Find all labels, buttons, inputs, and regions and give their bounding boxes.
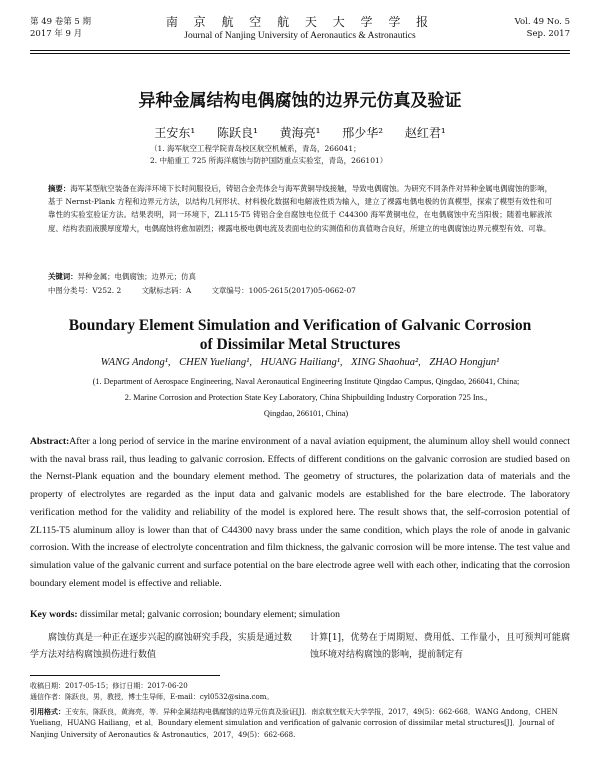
keywords-en-text: dissimilar metal; galvanic corrosion; boundary element; simulation: [80, 609, 340, 620]
article-number: 文章编号：1005-2615(2017)05-0662-07: [211, 286, 356, 295]
author-cn: 王安东¹: [154, 126, 196, 140]
date-en: Sep. 2017: [526, 29, 570, 39]
title-cn: 异种金属结构电偶腐蚀的边界元仿真及验证: [138, 91, 462, 111]
footnotes: [30, 681, 570, 741]
abstract-cn-text: 海军某型航空装备在海洋环境下长时间服役后，铸铝合金壳体会与海军黄铜导线接触，导致电偶腐蚀。为研究不同条件对异种金属电偶腐蚀的影响，基于 Nernst-Plank 方程和边界元方法，以结构几何形状、材料极化数据和电解液性质为输入，建立了裸露电偶电极的仿真模型，探索了模型有效性和可靠性的实验室验证方法。结果表明，同一环境下，ZL115-T5 铸铝合金自腐蚀电位低于 C44300 海军黄铜电位，在电偶腐蚀中充当阳极；随着电解液浓度、结构表面液膜厚度增大，电偶腐蚀将愈加剧烈；裸露电极电偶电流及表面电位的实测值和仿真值吻合良好，所建立的电偶腐蚀边界元模型有效、可靠。: [48, 184, 552, 233]
citation: [30, 707, 570, 741]
title-en: [0, 316, 600, 354]
keywords-cn-text: 异种金属；电偶腐蚀；边界元；仿真: [77, 272, 196, 281]
author-cn: 黄海亮¹: [279, 126, 321, 140]
author-en: CHEN Yueliang¹,: [179, 357, 252, 368]
affiliation-en: (1. Department of Aerospace Engineering, Naval Aeronautical Engineering Institute Qingdao Campus, Qingdao, 266041, China;: [92, 377, 520, 386]
affiliation-en: 2. Marine Corrosion and Protection State Key Laboratory, China Shipbuilding Industry Corporation 725 Ins.,: [124, 393, 488, 402]
body-text-right: 计算[1]，优势在于周期短、费用低、工作量小，且可预判可能腐蚀环境对结构腐蚀的影响，提前制定有: [310, 633, 570, 660]
body-column-right: [310, 630, 570, 663]
affiliation-cn: 2. 中船重工 725 所海洋腐蚀与防护国防重点实验室，青岛，266101）: [150, 156, 388, 165]
keywords-en: [30, 608, 570, 621]
volume-en: Vol. 49 No. 5: [514, 17, 570, 27]
affiliations-cn: [150, 143, 520, 167]
affiliation-cn: （1. 海军航空工程学院青岛校区航空机械系，青岛，266041；: [150, 144, 361, 153]
author-en: WANG Andong¹,: [100, 357, 171, 368]
authors-cn: [0, 124, 600, 141]
author-cn: 邢少华²: [342, 126, 384, 140]
author-en: ZHAO Hongjun¹: [429, 357, 500, 368]
header-rule-thick: [30, 50, 570, 51]
affiliations-en: [56, 374, 556, 422]
footnote-rule: [30, 675, 220, 676]
corresponding-author: 通信作者：陈跃良，男，教授，博士生导师，E-mail：cyl0532@sina.com。: [30, 693, 274, 702]
header-rule-thin: [30, 53, 570, 54]
received-date: 收稿日期：2017-05-15；修订日期：2017-06-20: [30, 682, 188, 690]
abstract-cn-label: 摘要：: [48, 184, 71, 193]
header-center: [30, 14, 570, 43]
author-cn: 赵红君¹: [404, 126, 446, 140]
running-header: [30, 14, 570, 46]
keywords-cn-label: 关键词：: [48, 272, 78, 281]
header-right: [515, 16, 570, 40]
title-en-line: Boundary Element Simulation and Verification of Galvanic Corrosion: [68, 317, 532, 334]
classification-line: [48, 285, 552, 297]
author-en: HUANG Hailiang¹,: [260, 357, 343, 368]
author-cn: 陈跃良¹: [216, 126, 258, 140]
author-en: XING Shaohua²,: [351, 357, 421, 368]
journal-name-cn: 南 京 航 空 航 天 大 学 学 报: [165, 15, 435, 29]
abstract-en-text: After a long period of service in the marine environment of a naval aviation equipment, the aluminum alloy shell would connect with the naval brass rail, thus leading to galvanic corrosion. Effects of different conditions on the galvanic corrosion are studied based on the Nernst-Plank equation and the boundary element method. The geometry of structures, the polarization data of materials and the property of electrolytes are regarded as the input data and galvanic models are established for the bare electrode. The laboratory verification method for the validity and reliability of the model is explored here. The result shows that, the self-corrosion potential of ZL115-T5 aluminum alloy is lower than that of C44300 navy brass under the same condition, which plays the role of anode in galvanic corrosion. With the increase of electrolyte concentration and film thickness, the galvanic corrosion will be more intense. The test value and simulation value of the galvanic current and surface potential on the bare electrode agree well with each other, indicating that the corrosion boundary element model is effective and reliable.: [30, 436, 570, 589]
document-code: 文献标志码：A: [141, 286, 192, 295]
date-cn: 2017 年 9 月: [30, 29, 83, 39]
body-column-left: [30, 630, 292, 663]
abstract-en-label: Abstract:: [30, 436, 70, 447]
citation-label: 引用格式：: [30, 707, 65, 716]
clc-number: 中图分类号：V252. 2: [48, 286, 122, 295]
keywords-cn: [48, 271, 552, 283]
keywords-en-label: Key words:: [30, 609, 78, 620]
citation-text: 王安东，陈跃良，黄海亮，等．异种金属结构电偶腐蚀的边界元仿真及验证[J]．南京航空航天大学学报，2017，49(5)：662-668．WANG Andong，CHEN Yueliang，HUANG Hailiang，et al．Boundary element simulation and verification of galvanic corrosion of dissimilar metal structures[J]．Journal of Nanjing University of Aeronautics & Astronautics，2017，49(5)：662-668.: [30, 707, 558, 739]
title-en-line: of Dissimilar Metal Structures: [199, 336, 401, 353]
authors-en: [0, 357, 600, 368]
abstract-en: [30, 433, 570, 592]
abstract-cn: [48, 182, 552, 235]
volume-cn: 第 49 卷第 5 期: [30, 17, 92, 27]
affiliation-en: Qingdao, 266101, China): [263, 409, 349, 418]
journal-name-en: Journal of Nanjing University of Aeronautics & Astronautics: [184, 31, 416, 41]
body-text-left: 腐蚀仿真是一种正在逐步兴起的腐蚀研究手段，实质是通过数学方法对结构腐蚀损伤进行数值: [30, 633, 292, 660]
